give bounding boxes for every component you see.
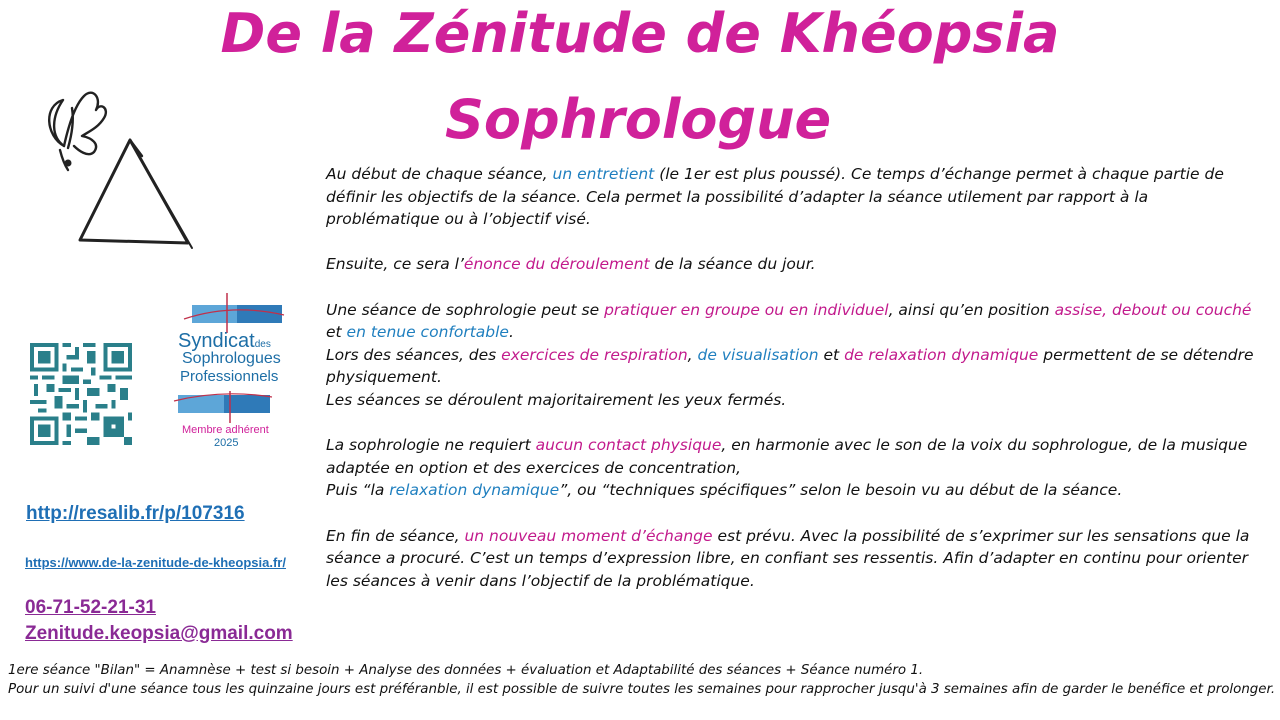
page-title: De la Zénitude de Khéopsia [220, 2, 1060, 65]
resalib-link[interactable]: http://resalib.fr/p/107316 [26, 503, 245, 524]
dot-icon [65, 160, 72, 167]
paragraph-relaxation: Puis “la relaxation dynamique”, ou “techniques spécifiques” selon le besoin vu au début de la séance. [326, 481, 1123, 500]
page-subtitle: Sophrologue [445, 88, 832, 151]
syndicat-name-line2: Sophrologues [182, 350, 281, 367]
paragraph-deroulement: Ensuite, ce sera l’énonce du déroulement de la séance du jour. [326, 255, 816, 274]
paragraph-fin-seance: En fin de séance, un nouveau moment d’échange est prévu. Avec la possibilité de s’exprimer sur les sensations que la séance a procuré. C’est un temps d’expression libre, en confiant ses ressentis. Afin d’adapter en continu pour orienter les séances à venir dans l’objectif de la problématique. [326, 526, 1250, 590]
syndicat-name-line1: Syndicatdes [178, 330, 271, 352]
syndicat-member-label: Membre adhérent [182, 424, 269, 436]
main-text [326, 163, 1256, 592]
syndicat-year: 2025 [214, 437, 239, 449]
qr-code-icon[interactable] [28, 343, 134, 445]
email-link[interactable]: Zenitude.keopsia@gmail.com [25, 623, 293, 644]
paragraph-yeux-fermes: Les séances se déroulent majoritairement les yeux fermés. [326, 390, 787, 409]
paragraph-entretien: Au début de chaque séance, un entretient (le 1er est plus poussé). Ce temps d’échange permet à chaque partie de définir les objectifs de la séance. Cela permet la possibilité d’adapter la séance utilement par rapport à la problématique ou à l’objectif visé. [326, 165, 1224, 229]
website-link[interactable]: https://www.de-la-zenitude-de-kheopsia.fr/ [25, 555, 286, 570]
syndicat-logo [172, 293, 287, 453]
paragraph-pratique: Une séance de sophrologie peut se pratiquer en groupe ou en individuel, ainsi qu’en position assise, debout ou couché et en tenue confortable. [326, 300, 1252, 342]
phone-link[interactable]: 06-71-52-21-31 [25, 597, 156, 618]
paragraph-exercices: Lors des séances, des exercices de respiration, de visualisation et de relaxation dynamique permettent de se détendre physiquement. [326, 345, 1254, 387]
footer-note [8, 661, 1276, 699]
butterfly-triangle-logo-icon [38, 88, 198, 253]
paragraph-contact: La sophrologie ne requiert aucun contact physique, en harmonie avec le son de la voix du sophrologue, de la musique adaptée en option et des exercices de concentration, [326, 436, 1248, 477]
footer-line-bilan: 1ere séance "Bilan" = Anamnèse + test si besoin + Analyse des données + évaluation et Adaptabilité des séances + Séance numéro 1. [8, 663, 924, 678]
footer-line-suivi: Pour un suivi d'une séance tous les quinzaine jours est préféranble, il est possible de suivre toutes les semaines pour rapprocher jusqu'à 3 semaines afin de garder le benéfice et prolonger. [8, 682, 1276, 697]
syndicat-name-line3: Professionnels [180, 368, 279, 385]
